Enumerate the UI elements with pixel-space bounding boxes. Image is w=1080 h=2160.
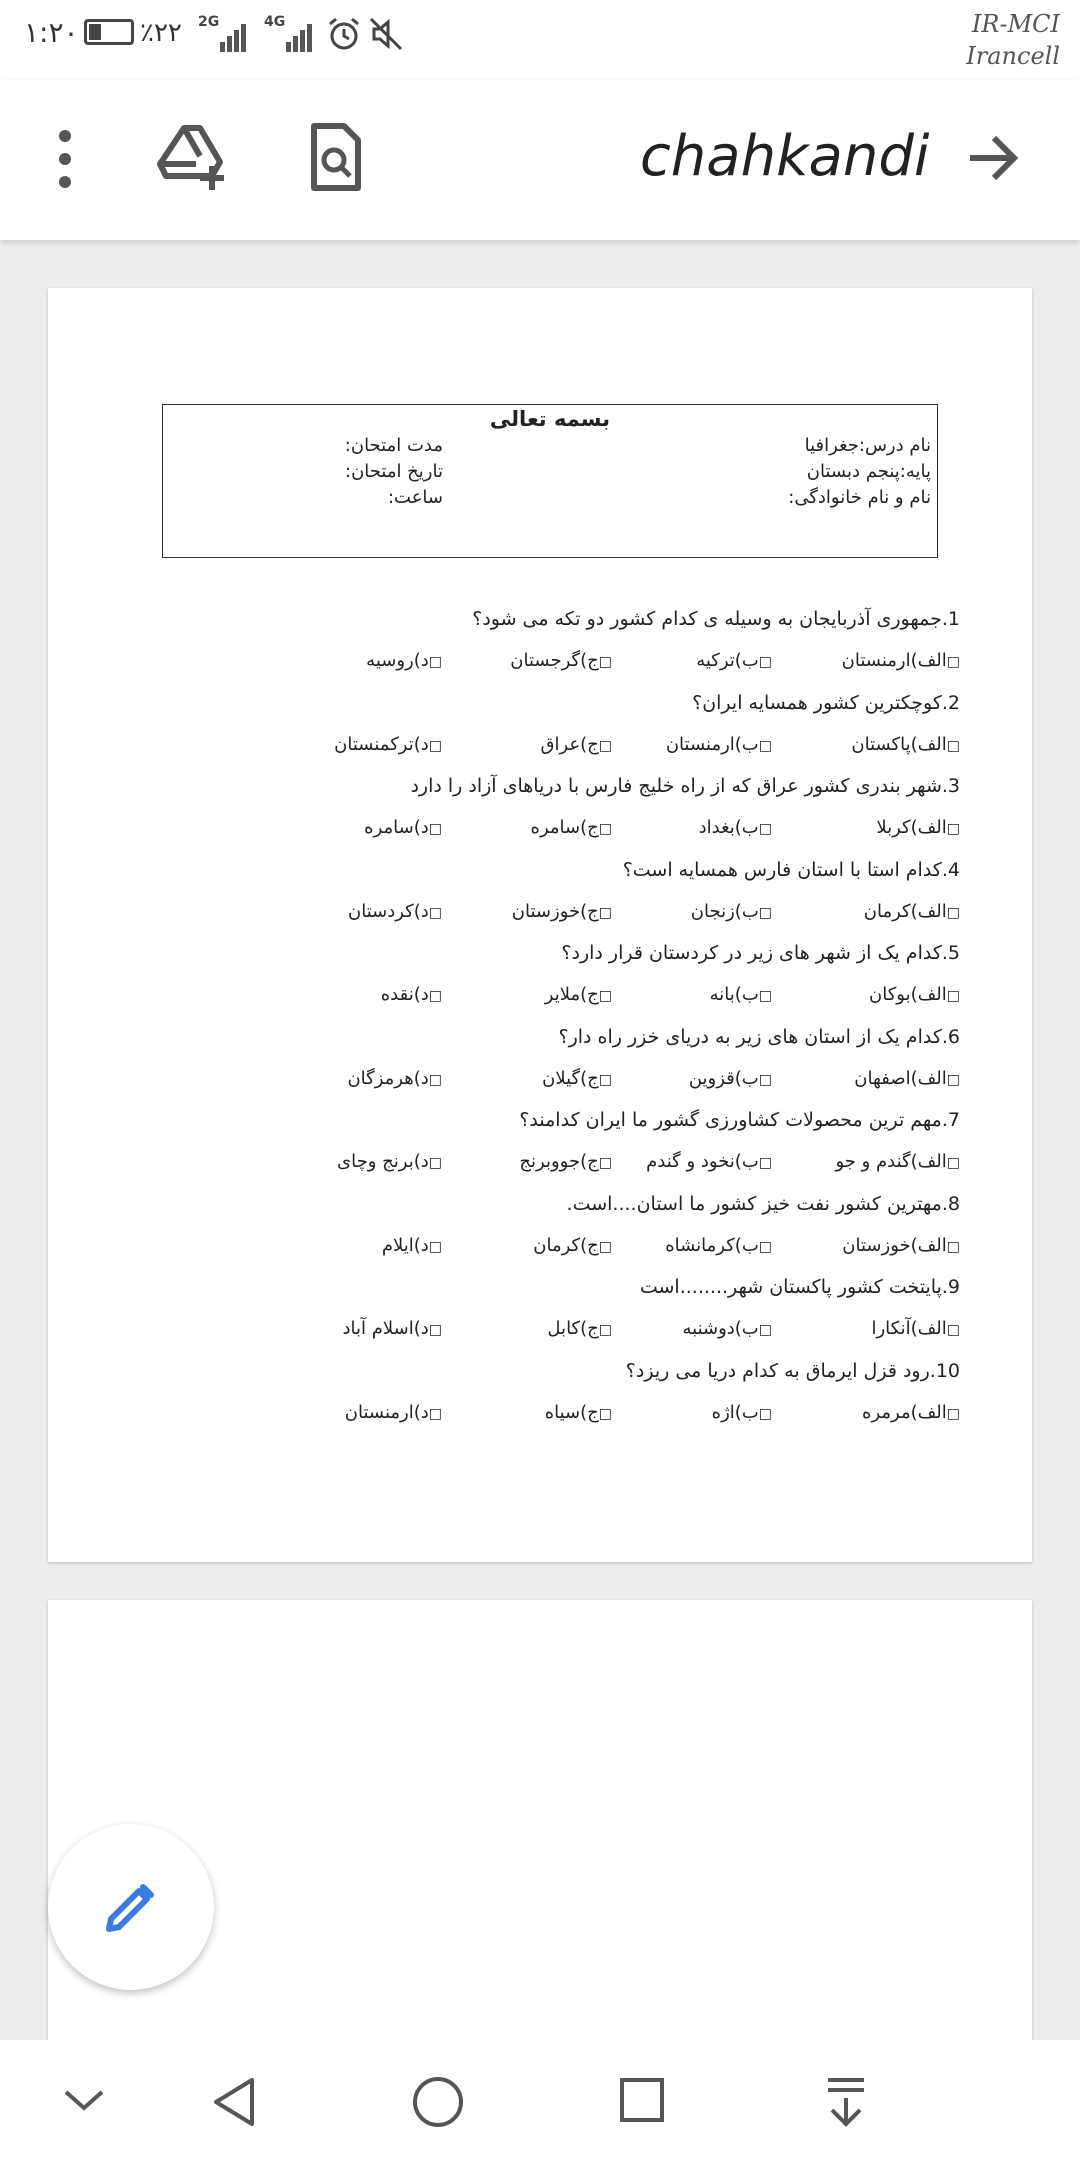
checkbox-icon: □ bbox=[598, 654, 612, 670]
checkbox-icon: □ bbox=[428, 1155, 442, 1171]
question-text: 3.شهر بندری کشور عراق که از راه خلیج فارس با دریاهای آزاد را دارد bbox=[410, 775, 960, 797]
checkbox-icon: □ bbox=[758, 1155, 772, 1171]
status-time: ۱:۲۰ bbox=[24, 16, 79, 49]
answer-option bbox=[646, 1151, 772, 1172]
option-label: د)اسلام آباد bbox=[342, 1318, 429, 1339]
answer-option bbox=[666, 734, 772, 755]
checkbox-icon: □ bbox=[758, 1238, 772, 1255]
answer-option bbox=[691, 901, 772, 922]
option-label: الف)خوزستان bbox=[842, 1234, 947, 1256]
header-date: تاریخ امتحان: bbox=[345, 461, 443, 482]
option-label: ب)قزوین bbox=[688, 1067, 759, 1089]
answer-option bbox=[871, 1318, 960, 1339]
checkbox-icon: □ bbox=[946, 654, 960, 670]
answer-option bbox=[864, 901, 960, 922]
checkbox-icon: □ bbox=[428, 821, 442, 837]
option-label: ج)ملایر bbox=[544, 984, 599, 1005]
option-label: ب)بانه bbox=[709, 984, 759, 1005]
answer-option bbox=[876, 817, 960, 838]
checkbox-icon: □ bbox=[946, 1405, 960, 1422]
recents-square-icon[interactable] bbox=[618, 2076, 666, 2124]
answer-option bbox=[545, 1402, 612, 1423]
checkbox-icon: □ bbox=[598, 1071, 612, 1088]
answer-option bbox=[547, 1318, 612, 1339]
carrier-2: Irancell bbox=[966, 42, 1060, 70]
checkbox-icon: □ bbox=[598, 821, 612, 837]
answer-option bbox=[512, 901, 612, 922]
option-label: ب)ارمنستان bbox=[665, 733, 759, 755]
option-label: ج)سیاه bbox=[544, 1401, 599, 1423]
checkbox-icon: □ bbox=[758, 1405, 772, 1422]
answer-option bbox=[665, 1235, 772, 1256]
option-label: ج)گیلان bbox=[542, 1067, 599, 1089]
option-label: ب)دوشنبه bbox=[682, 1318, 759, 1339]
battery-icon bbox=[84, 19, 134, 45]
checkbox-icon: □ bbox=[428, 1071, 442, 1088]
forward-arrow-icon[interactable] bbox=[966, 130, 1022, 186]
answer-option bbox=[337, 1151, 442, 1172]
option-label: الف)کرمان bbox=[863, 900, 947, 922]
system-nav-bar bbox=[0, 2040, 1080, 2160]
checkbox-icon: □ bbox=[758, 737, 772, 754]
checkbox-icon: □ bbox=[598, 1155, 612, 1171]
answer-option bbox=[699, 817, 772, 838]
option-label: د)روسیه bbox=[366, 650, 429, 671]
find-in-page-icon[interactable] bbox=[308, 122, 364, 192]
answer-option bbox=[689, 1068, 772, 1089]
answer-option bbox=[710, 984, 772, 1005]
checkbox-icon: □ bbox=[428, 1405, 442, 1422]
answer-option bbox=[542, 1068, 612, 1089]
option-label: ب)بغداد bbox=[698, 817, 759, 838]
checkbox-icon: □ bbox=[598, 904, 612, 921]
answer-option bbox=[519, 1151, 612, 1172]
document-title: chahkandi bbox=[640, 124, 930, 189]
checkbox-icon: □ bbox=[598, 988, 612, 1004]
carrier-info bbox=[966, 8, 1060, 72]
header-time: ساعت: bbox=[387, 487, 443, 508]
checkbox-icon: □ bbox=[598, 737, 612, 754]
checkbox-icon: □ bbox=[758, 821, 772, 837]
option-label: د)ترکمنستان bbox=[334, 733, 429, 755]
answer-option bbox=[366, 650, 442, 671]
battery-percent: ٪۲۲ bbox=[140, 18, 182, 48]
answer-option bbox=[381, 984, 442, 1005]
answer-option bbox=[533, 1235, 612, 1256]
option-label: ب)زنجان bbox=[690, 900, 759, 922]
answer-option bbox=[545, 984, 612, 1005]
answer-option bbox=[510, 650, 612, 671]
option-label: د)ارمنستان bbox=[344, 1401, 429, 1423]
option-label: د)ایلام bbox=[381, 1234, 429, 1256]
option-label: ج)سامره bbox=[530, 817, 599, 838]
question-text: 2.کوچکترین کشور همسایه ایران؟ bbox=[692, 691, 960, 714]
app-toolbar bbox=[0, 80, 1080, 240]
question-text: 8.مهترین کشور نفت خیز کشور ما استان....است. bbox=[566, 1192, 960, 1215]
checkbox-icon: □ bbox=[946, 821, 960, 837]
question-text: 6.کدام یک از استان های زیر به دریای خزر راه دار؟ bbox=[558, 1025, 960, 1048]
answer-option bbox=[343, 1318, 442, 1339]
mute-icon bbox=[368, 16, 404, 52]
answer-option bbox=[835, 1151, 960, 1172]
exam-header-box bbox=[162, 404, 938, 558]
answer-option bbox=[696, 650, 772, 671]
answer-option bbox=[540, 734, 612, 755]
checkbox-icon: □ bbox=[428, 1238, 442, 1255]
back-triangle-icon[interactable] bbox=[210, 2076, 258, 2128]
option-label: ج)خوزستان bbox=[511, 900, 599, 922]
checkbox-icon: □ bbox=[758, 1071, 772, 1088]
option-label: ج)گرجستان bbox=[510, 650, 599, 671]
checkbox-icon: □ bbox=[946, 904, 960, 921]
checkbox-icon: □ bbox=[428, 1322, 442, 1338]
question-text: 7.مهم ترین محصولات کشاورزی گشور ما ایران کدامند؟ bbox=[519, 1109, 960, 1131]
checkbox-icon: □ bbox=[946, 1322, 960, 1338]
header-student-name: نام و نام خانوادگی: bbox=[788, 487, 931, 508]
document-page-1 bbox=[48, 288, 1032, 1562]
option-label: الف)آنکارا bbox=[871, 1318, 947, 1339]
carrier-1: IR-MCI bbox=[971, 10, 1060, 38]
checkbox-icon: □ bbox=[598, 1238, 612, 1255]
checkbox-icon: □ bbox=[946, 1155, 960, 1171]
header-grade: پایه:پنجم دبستان bbox=[806, 461, 931, 482]
option-label: د)نقده bbox=[380, 984, 429, 1005]
answer-option bbox=[334, 734, 442, 755]
signal-4g-icon bbox=[264, 14, 320, 54]
answer-option bbox=[531, 817, 612, 838]
question-text: 10.رود قزل ایرماق به کدام دریا می ریزد؟ bbox=[625, 1359, 960, 1382]
alarm-icon bbox=[326, 16, 362, 52]
question-text: 5.کدام یک از شهر های زیر در کردستان قرار دارد؟ bbox=[561, 942, 960, 964]
option-label: د)هرمزگان bbox=[347, 1067, 429, 1089]
option-label: ب)ترکیه bbox=[696, 650, 759, 671]
answer-option bbox=[862, 1402, 960, 1423]
download-arrow-icon[interactable] bbox=[822, 2076, 870, 2128]
answer-option bbox=[842, 1235, 960, 1256]
checkbox-icon: □ bbox=[428, 904, 442, 921]
header-title: بسمه تعالی bbox=[489, 407, 611, 431]
edit-pencil-icon bbox=[103, 1879, 159, 1935]
option-label: د)کردستان bbox=[347, 900, 429, 922]
option-label: الف)اصفهان bbox=[854, 1067, 947, 1089]
checkbox-icon: □ bbox=[428, 654, 442, 670]
checkbox-icon: □ bbox=[428, 737, 442, 754]
option-label: الف)مرمره bbox=[862, 1401, 947, 1423]
checkbox-icon: □ bbox=[758, 654, 772, 670]
option-label: د)برنج وچای bbox=[337, 1151, 429, 1172]
checkbox-icon: □ bbox=[598, 1405, 612, 1422]
answer-option bbox=[348, 901, 442, 922]
edit-fab-button[interactable] bbox=[48, 1824, 214, 1990]
status-bar bbox=[0, 0, 1080, 80]
checkbox-icon: □ bbox=[758, 1322, 772, 1338]
question-text: 4.کدام استا با استان فارس همسایه است؟ bbox=[622, 858, 960, 881]
option-label: ب)کرمانشاه bbox=[665, 1234, 759, 1256]
answer-option bbox=[382, 1235, 442, 1256]
option-label: د)سامره bbox=[364, 817, 429, 838]
option-label: ج)کرمان bbox=[533, 1234, 599, 1256]
more-vert-icon[interactable] bbox=[50, 124, 80, 194]
answer-option bbox=[364, 817, 442, 838]
checkbox-icon: □ bbox=[946, 737, 960, 754]
header-duration: مدت امتحان: bbox=[344, 435, 443, 456]
checkbox-icon: □ bbox=[946, 1238, 960, 1255]
home-circle-icon[interactable] bbox=[412, 2076, 464, 2128]
checkbox-icon: □ bbox=[598, 1322, 612, 1338]
option-label: ج)کابل bbox=[547, 1318, 599, 1339]
answer-option bbox=[712, 1402, 772, 1423]
checkbox-icon: □ bbox=[758, 988, 772, 1004]
answer-option bbox=[345, 1402, 442, 1423]
signal-2g-icon bbox=[198, 14, 250, 54]
checkbox-icon: □ bbox=[946, 988, 960, 1004]
option-label: الف)پاکستان bbox=[851, 733, 947, 755]
option-label: الف)بوکان bbox=[869, 984, 947, 1005]
option-label: ج)عراق bbox=[540, 733, 599, 755]
option-label: الف)کربلا bbox=[876, 817, 947, 838]
add-to-drive-icon[interactable] bbox=[156, 122, 232, 192]
option-label: ج)جووبرنج bbox=[519, 1151, 599, 1172]
option-label: ب)نخود و گندم bbox=[646, 1151, 759, 1172]
network-type-2: 4G bbox=[264, 14, 286, 30]
checkbox-icon: □ bbox=[946, 1071, 960, 1088]
checkbox-icon: □ bbox=[758, 904, 772, 921]
answer-option bbox=[347, 1068, 442, 1089]
chevron-down-icon[interactable] bbox=[60, 2076, 108, 2124]
option-label: ب)اژه bbox=[711, 1401, 759, 1423]
answer-option bbox=[854, 1068, 960, 1089]
option-label: الف)گندم و جو bbox=[835, 1151, 947, 1172]
question-text: 9.پایتخت کشور پاکستان شهر........است bbox=[639, 1276, 960, 1298]
network-type-1: 2G bbox=[198, 14, 220, 30]
checkbox-icon: □ bbox=[428, 988, 442, 1004]
answer-option bbox=[851, 734, 960, 755]
option-label: الف)ارمنستان bbox=[841, 650, 947, 671]
answer-option bbox=[682, 1318, 772, 1339]
answer-option bbox=[842, 650, 960, 671]
header-subject: نام درس:جغرافیا bbox=[804, 435, 931, 456]
answer-option bbox=[869, 984, 960, 1005]
question-text: 1.جمهوری آذربایجان به وسیله ی کدام کشور دو تکه می شود؟ bbox=[472, 608, 960, 630]
